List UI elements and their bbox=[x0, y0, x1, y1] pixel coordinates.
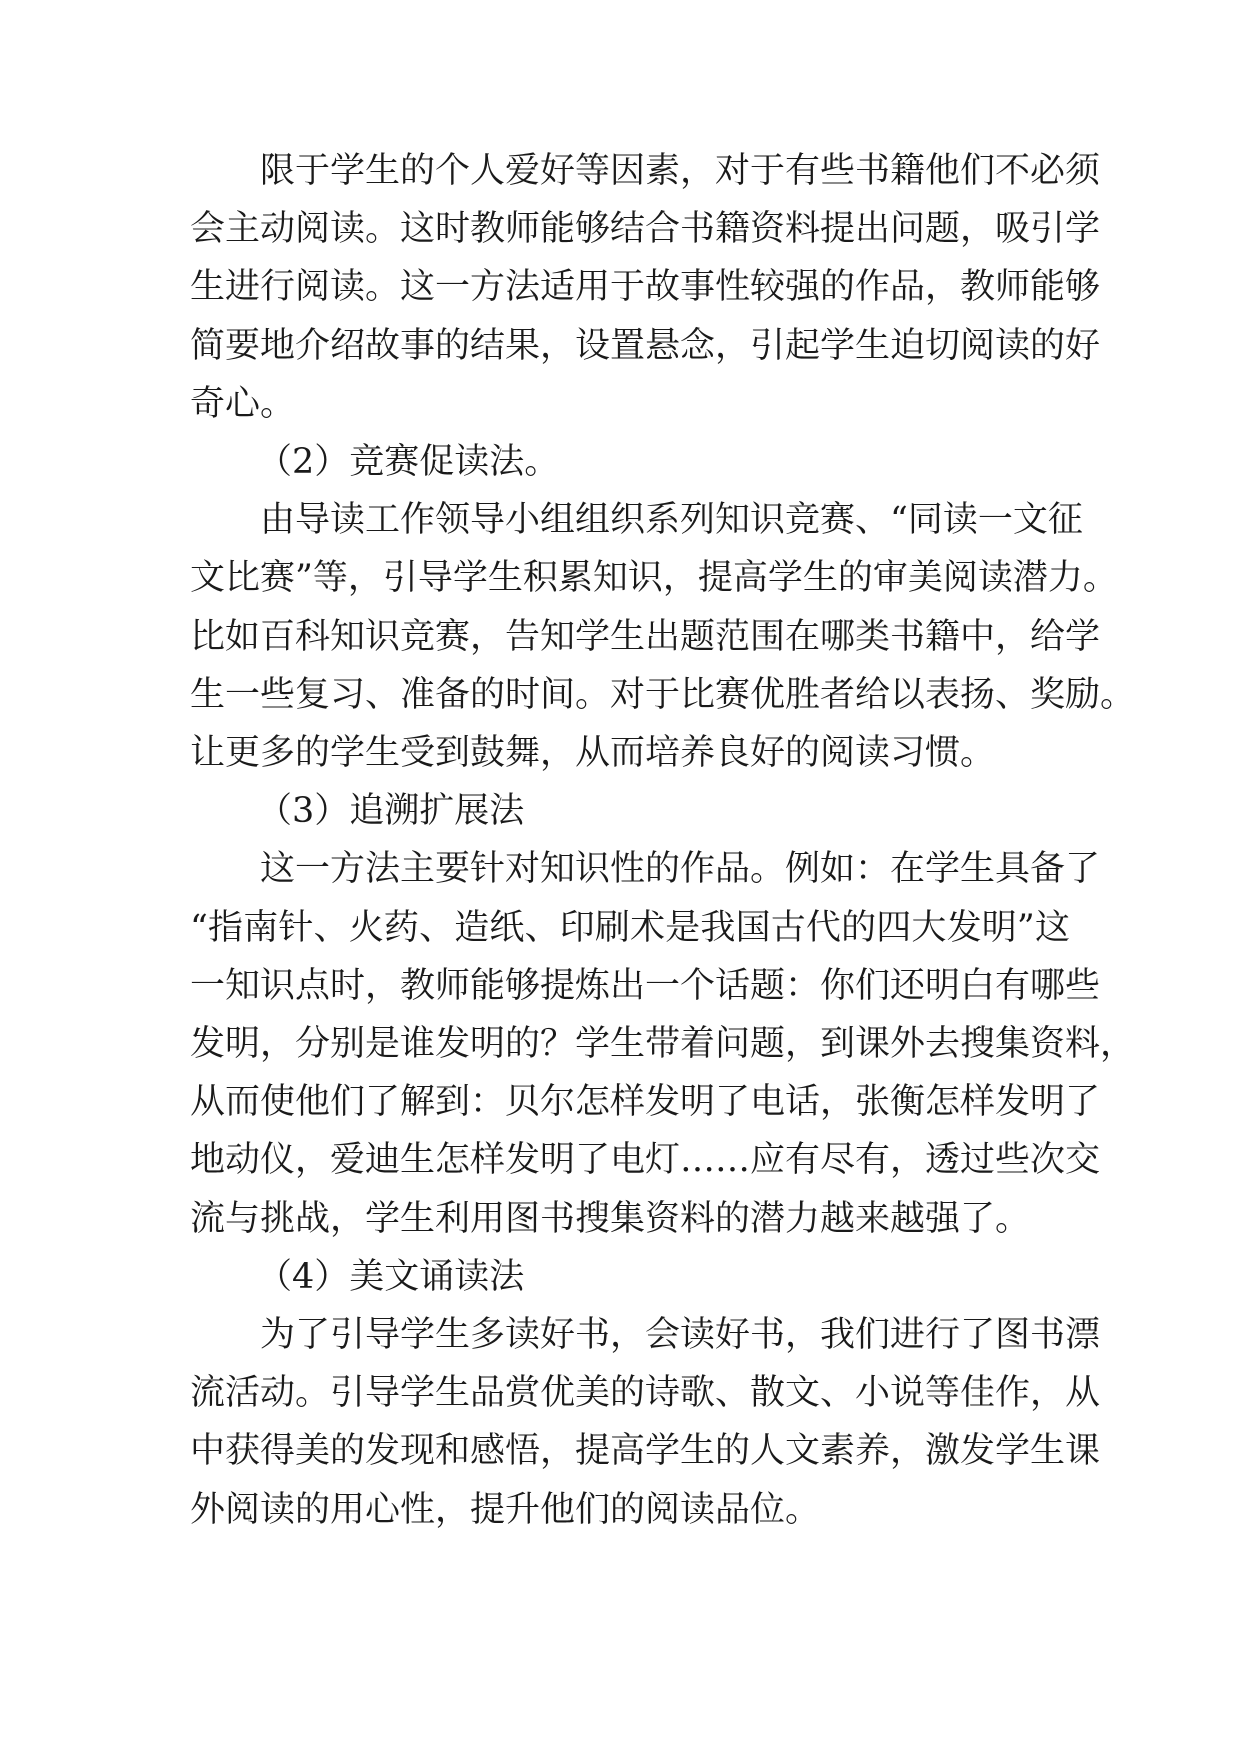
text-line: 从而使他们了解到：贝尔怎样发明了电话，张衡怎样发明了 bbox=[190, 1082, 1101, 1123]
text-line: 生一些复习、准备的时间。对于比赛优胜者给以表扬、奖励。 bbox=[190, 674, 1136, 715]
text-line: “指南针、火药、造纸、印刷术是我国古代的四大发明”这 bbox=[190, 907, 1070, 948]
text-line: 这一方法主要针对知识性的作品。例如：在学生具备了 bbox=[190, 849, 1101, 890]
text-line: 流活动。引导学生品赏优美的诗歌、散文、小说等佳作，从 bbox=[190, 1373, 1101, 1414]
section-heading: （3）追溯扩展法 bbox=[257, 791, 525, 832]
text-line: 让更多的学生受到鼓舞，从而培养良好的阅读习惯。 bbox=[190, 733, 996, 773]
section-heading: （2）竞赛促读法。 bbox=[257, 442, 560, 482]
text-line: 生进行阅读。这一方法适用于故事性较强的作品，教师能够 bbox=[190, 267, 1101, 308]
text-line: 会主动阅读。这时教师能够结合书籍资料提出问题，吸引学 bbox=[190, 209, 1101, 250]
text-line: 流与挑战，学生利用图书搜集资料的潜力越来越强了。 bbox=[190, 1198, 1031, 1239]
text-line: 简要地介绍故事的结果，设置悬念，引起学生迫切阅读的好 bbox=[190, 325, 1101, 366]
text-line: 比如百科知识竞赛，告知学生出题范围在哪类书籍中，给学 bbox=[190, 616, 1101, 657]
text-line: 发明，分别是谁发明的？学生带着问题，到课外去搜集资料， bbox=[190, 1024, 1136, 1064]
section-heading: （4）美文诵读法 bbox=[257, 1256, 525, 1297]
text-line: 一知识点时，教师能够提炼出一个话题：你们还明白有哪些 bbox=[190, 965, 1101, 1006]
text-line: 外阅读的用心性，提升他们的阅读品位。 bbox=[190, 1489, 821, 1530]
text-line: 地动仪，爱迪生怎样发明了电灯……应有尽有，透过些次交 bbox=[190, 1140, 1101, 1181]
text-line: 奇心。 bbox=[190, 383, 296, 424]
text-line: 限于学生的个人爱好等因素，对于有些书籍他们不必须 bbox=[190, 151, 1101, 191]
text-line: 由导读工作领导小组组织系列知识竞赛、“同读一文征 bbox=[190, 500, 1083, 541]
text-line: 为了引导学生多读好书，会读好书，我们进行了图书漂 bbox=[190, 1315, 1101, 1355]
text-line: 文比赛”等，引导学生积累知识，提高学生的审美阅读潜力。 bbox=[190, 558, 1118, 599]
text-line: 中获得美的发现和感悟，提高学生的人文素养，激发学生课 bbox=[190, 1431, 1101, 1472]
